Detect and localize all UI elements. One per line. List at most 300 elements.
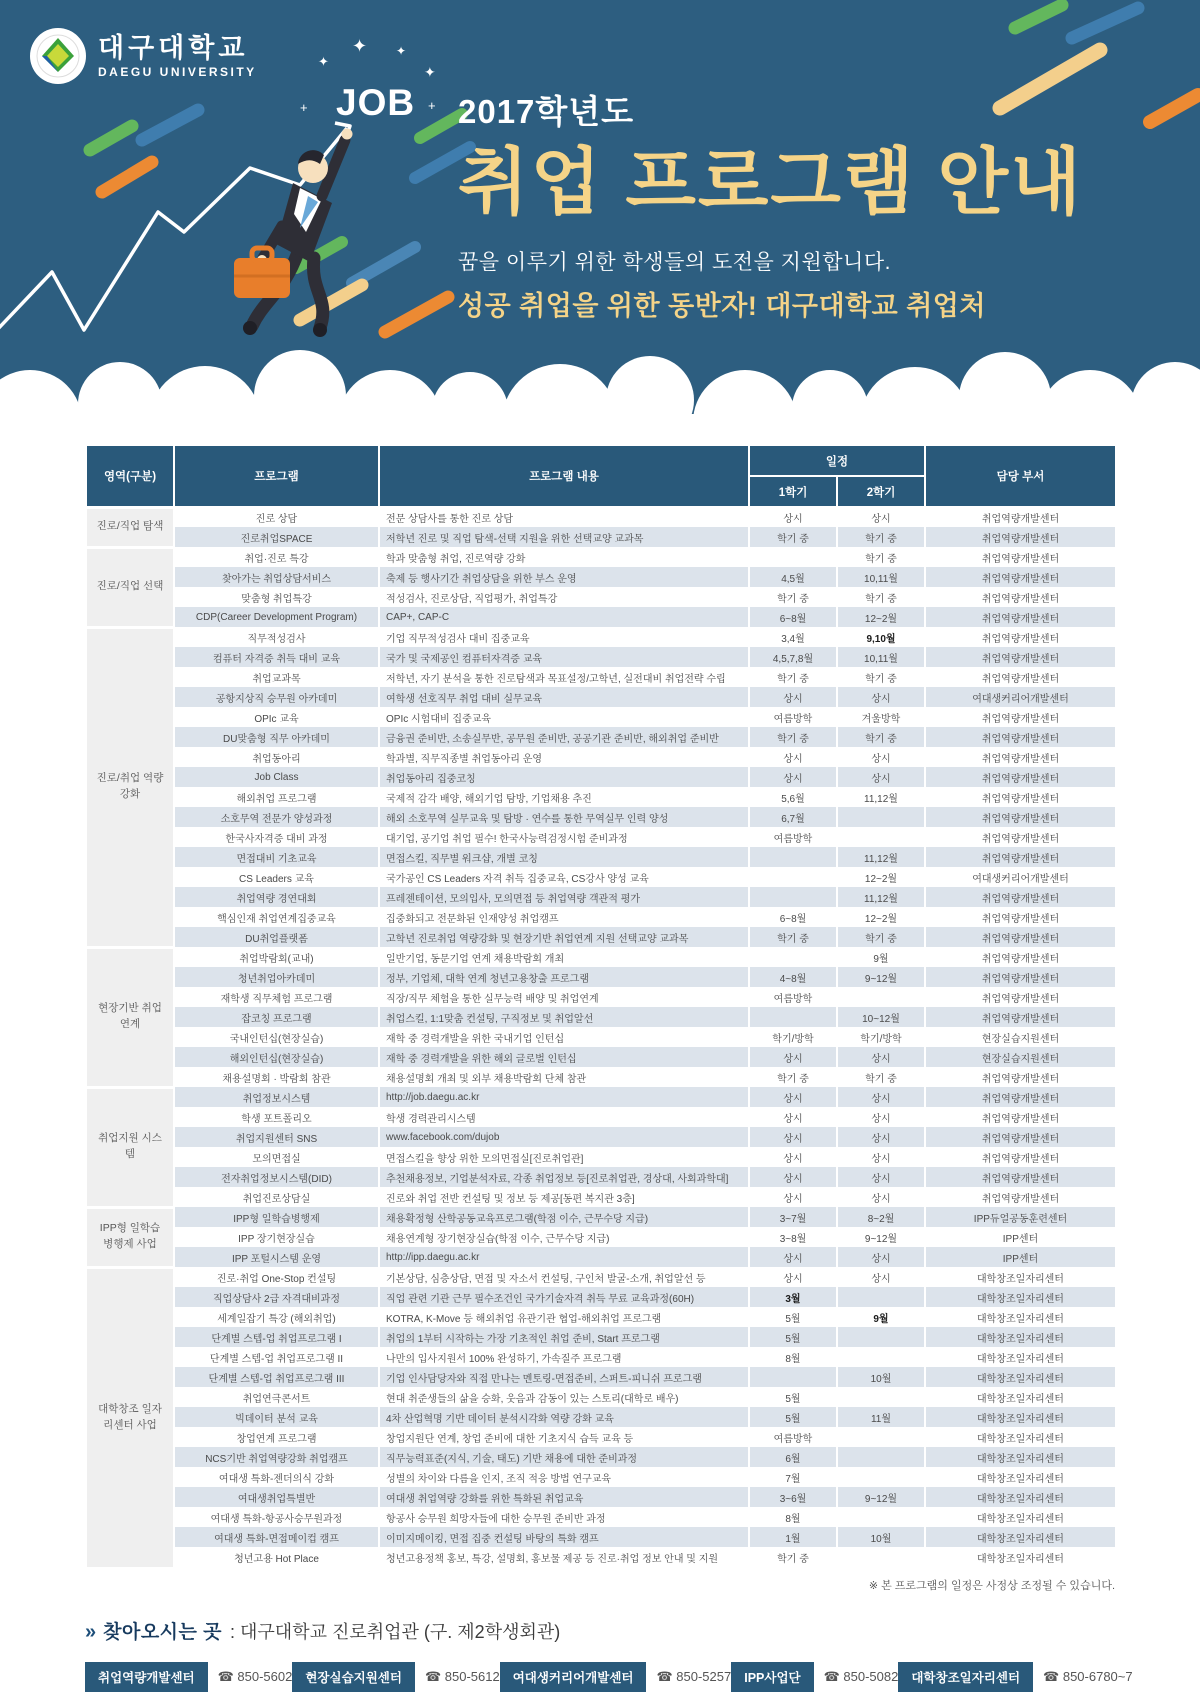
semester2-cell [837, 807, 925, 827]
semester1-cell: 상시 [749, 1087, 837, 1107]
semester2-cell: 학기 중 [837, 927, 925, 947]
table-row [86, 1147, 1116, 1167]
semester2-cell: 상시 [837, 1127, 925, 1147]
department-cell: 여대생커리어개발센터 [925, 687, 1116, 707]
semester2-cell: 9~12월 [837, 1487, 925, 1507]
sparkle-icon: + [428, 98, 436, 113]
department-cell: 취업역량개발센터 [925, 607, 1116, 627]
col-header-category: 영역(구분) [86, 445, 174, 507]
content-cell: 채용연계형 장기현장실습(학점 이수, 근무수당 지급) [379, 1227, 749, 1247]
semester1-cell: 6월 [749, 1447, 837, 1467]
semester2-cell [837, 1507, 925, 1527]
program-cell: CS Leaders 교육 [174, 867, 379, 887]
department-cell: 취업역량개발센터 [925, 547, 1116, 567]
program-cell: 국내인턴십(현장실습) [174, 1027, 379, 1047]
department-cell: IPP듀얼공동훈련센터 [925, 1207, 1116, 1227]
department-cell: 대학창조일자리센터 [925, 1387, 1116, 1407]
table-row [86, 1347, 1116, 1367]
semester1-cell: 6,7월 [749, 807, 837, 827]
semester1-cell: 상시 [749, 1107, 837, 1127]
program-cell: 세계일잡기 특강 (해외취업) [174, 1307, 379, 1327]
semester1-cell: 학기 중 [749, 1067, 837, 1087]
semester2-cell [837, 1387, 925, 1407]
content-cell: 축제 등 행사기간 취업상담을 위한 부스 운영 [379, 567, 749, 587]
content-cell: 기본상담, 심층상담, 면접 및 자소서 컨설팅, 구인처 발굴-소개, 취업알선 등 [379, 1267, 749, 1287]
content-cell: 취업의 1부터 시작하는 가장 기초적인 취업 준비, Start 프로그램 [379, 1327, 749, 1347]
program-cell: 청년취업아카데미 [174, 967, 379, 987]
department-cell: 취업역량개발센터 [925, 567, 1116, 587]
semester2-cell: 11,12월 [837, 887, 925, 907]
table-row [86, 687, 1116, 707]
department-cell: 대학창조일자리센터 [925, 1527, 1116, 1547]
tagline: 성공 취업을 위한 동반자! 대구대학교 취업처 [458, 290, 986, 321]
semester1-cell: 학기 중 [749, 587, 837, 607]
program-cell: 단계별 스텝-업 취업프로그램 I [174, 1327, 379, 1347]
department-cell: 대학창조일자리센터 [925, 1507, 1116, 1527]
content-cell: 채용설명회 개최 및 외부 채용박람회 단체 참관 [379, 1067, 749, 1087]
table-row [86, 967, 1116, 987]
department-cell: 취업역량개발센터 [925, 747, 1116, 767]
table-row [86, 807, 1116, 827]
program-cell: 모의면접실 [174, 1147, 379, 1167]
content-cell: 성별의 차이와 다름을 인지, 조직 적응 방법 연구교육 [379, 1467, 749, 1487]
department-cell: 대학창조일자리센터 [925, 1547, 1116, 1567]
semester1-cell: 학기 중 [749, 527, 837, 547]
semester1-cell: 학기 중 [749, 667, 837, 687]
content-cell: 정부, 기업체, 대학 연계 청년고용창출 프로그램 [379, 967, 749, 987]
contact-item [731, 1662, 898, 1692]
content-cell: 프레젠테이션, 모의입사, 모의면접 등 취업역량 객관적 평가 [379, 887, 749, 907]
semester2-cell: 상시 [837, 1247, 925, 1267]
table-row [86, 1107, 1116, 1127]
semester1-cell: 상시 [749, 1247, 837, 1267]
content-cell: 적성검사, 진로상담, 직업평가, 취업특강 [379, 587, 749, 607]
program-cell: 재학생 직무체험 프로그램 [174, 987, 379, 1007]
table-row [86, 987, 1116, 1007]
table-row [86, 1067, 1116, 1087]
semester1-cell: 상시 [749, 767, 837, 787]
department-cell: 취업역량개발센터 [925, 727, 1116, 747]
program-table [85, 444, 1117, 1567]
hero-banner [0, 0, 1200, 430]
program-cell: 여대생취업특별반 [174, 1487, 379, 1507]
sparkle-icon: ✦ [318, 54, 329, 69]
content-cell: OPIc 시험대비 집중교육 [379, 707, 749, 727]
department-badge: 현장실습지원센터 [292, 1662, 415, 1692]
table-row [86, 1467, 1116, 1487]
table-row [86, 1327, 1116, 1347]
program-cell: 면접대비 기초교육 [174, 847, 379, 867]
program-cell: 공항지상직 승무원 아카데미 [174, 687, 379, 707]
content-cell: 고학년 진로취업 역량강화 및 현장기반 취업연계 지원 선택교양 교과목 [379, 927, 749, 947]
program-cell: 직무적성검사 [174, 627, 379, 647]
category-cell: 진로/직업 탐색 [86, 507, 174, 547]
semester2-cell: 12~2월 [837, 867, 925, 887]
semester2-cell [837, 1347, 925, 1367]
table-row [86, 747, 1116, 767]
content-cell: 면접스킬을 향상 위한 모의면접실[진로취업관] [379, 1147, 749, 1167]
department-cell: 취업역량개발센터 [925, 1087, 1116, 1107]
semester2-cell [837, 1447, 925, 1467]
phone-number: ☎ 850-5082 [823, 1669, 899, 1684]
department-cell: 대학창조일자리센터 [925, 1467, 1116, 1487]
table-row [86, 587, 1116, 607]
department-cell: 취업역량개발센터 [925, 927, 1116, 947]
semester1-cell: 학기/방학 [749, 1027, 837, 1047]
program-cell: 취업정보시스템 [174, 1087, 379, 1107]
location-label: 찾아오시는 곳 [103, 1622, 223, 1643]
semester2-cell: 상시 [837, 1187, 925, 1207]
program-cell: 전자취업정보시스템(DID) [174, 1167, 379, 1187]
category-cell: 진로/직업 선택 [86, 547, 174, 627]
program-cell: DU취업플랫폼 [174, 927, 379, 947]
semester2-cell: 상시 [837, 1087, 925, 1107]
department-cell: 취업역량개발센터 [925, 987, 1116, 1007]
program-cell: CDP(Career Development Program) [174, 607, 379, 627]
content-cell: KOTRA, K-Move 등 해외취업 유관기관 협업-해외취업 프로그램 [379, 1307, 749, 1327]
semester1-cell: 3월 [749, 1287, 837, 1307]
table-row [86, 927, 1116, 947]
content-cell: 학과 맞춤형 취업, 진로역량 강화 [379, 547, 749, 567]
content-cell: 국가공인 CS Leaders 자격 취득 집중교육, CS강사 양성 교육 [379, 867, 749, 887]
table-row [86, 707, 1116, 727]
phone-number: ☎ 850-5257 [656, 1669, 732, 1684]
table-row [86, 1007, 1116, 1027]
department-cell: 취업역량개발센터 [925, 787, 1116, 807]
program-cell: 잡코칭 프로그램 [174, 1007, 379, 1027]
semester2-cell: 11,12월 [837, 847, 925, 867]
program-cell: 취업·진로 특강 [174, 547, 379, 567]
department-badge: 취업역량개발센터 [85, 1662, 208, 1692]
semester2-cell: 상시 [837, 1147, 925, 1167]
semester2-cell: 10월 [837, 1367, 925, 1387]
content-cell: 저학년, 자기 분석을 통한 진로탐색과 목표설정/고학년, 실전대비 취업전략 수립 [379, 667, 749, 687]
department-cell: 취업역량개발센터 [925, 807, 1116, 827]
department-cell: 취업역량개발센터 [925, 1147, 1116, 1167]
content-cell: 여대생 취업역량 강화를 위한 특화된 취업교육 [379, 1487, 749, 1507]
content-cell: 국가 및 국제공인 컴퓨터자격증 교육 [379, 647, 749, 667]
contact-list [85, 1662, 1133, 1692]
table-row [86, 607, 1116, 627]
semester2-cell: 상시 [837, 1047, 925, 1067]
table-row [86, 1087, 1116, 1107]
table-row [86, 1027, 1116, 1047]
footer [85, 1617, 1133, 1692]
semester2-cell: 학기 중 [837, 547, 925, 567]
content-cell: http://job.daegu.ac.kr [379, 1087, 749, 1107]
table-row [86, 947, 1116, 967]
semester1-cell: 3~6월 [749, 1487, 837, 1507]
department-badge: IPP사업단 [731, 1662, 813, 1692]
table-row [86, 1427, 1116, 1447]
program-cell: IPP형 일학습병행제 [174, 1207, 379, 1227]
table-row [86, 547, 1116, 567]
semester1-cell: 4~8월 [749, 967, 837, 987]
university-logo [30, 28, 257, 84]
semester1-cell: 상시 [749, 1147, 837, 1167]
semester1-cell [749, 847, 837, 867]
content-cell: 현대 취준생들의 삶을 승화, 웃음과 감동이 있는 스토리(대학로 배우) [379, 1387, 749, 1407]
program-cell: 여대생 특화-젠더의식 강화 [174, 1467, 379, 1487]
program-cell: Job Class [174, 767, 379, 787]
table-row [86, 627, 1116, 647]
department-cell: 대학창조일자리센터 [925, 1307, 1116, 1327]
semester2-cell: 상시 [837, 687, 925, 707]
semester2-cell: 11,12월 [837, 787, 925, 807]
semester1-cell [749, 547, 837, 567]
department-cell: 취업역량개발센터 [925, 947, 1116, 967]
category-cell: 취업지원 시스템 [86, 1087, 174, 1207]
department-cell: IPP센터 [925, 1247, 1116, 1267]
semester2-cell [837, 1547, 925, 1567]
content-cell: 직장/직무 체험을 통한 실무능력 배양 및 취업연계 [379, 987, 749, 1007]
department-cell: 대학창조일자리센터 [925, 1407, 1116, 1427]
category-cell: IPP형 일학습병행제 사업 [86, 1207, 174, 1267]
semester2-cell: 8~2월 [837, 1207, 925, 1227]
content-cell: 4차 산업혁명 기반 데이터 분석시각화 역량 강화 교육 [379, 1407, 749, 1427]
table-row [86, 1387, 1116, 1407]
department-cell: 여대생커리어개발센터 [925, 867, 1116, 887]
phone-number: ☎ 850-5612 [424, 1669, 500, 1684]
semester1-cell: 상시 [749, 507, 837, 527]
department-cell: 대학창조일자리센터 [925, 1427, 1116, 1447]
semester2-cell: 상시 [837, 507, 925, 527]
semester2-cell: 10,11월 [837, 567, 925, 587]
contact-item [85, 1662, 292, 1692]
semester2-cell: 학기 중 [837, 727, 925, 747]
content-cell: 취업동아리 집중코칭 [379, 767, 749, 787]
university-emblem-icon [30, 28, 86, 84]
department-cell: 취업역량개발센터 [925, 707, 1116, 727]
department-cell: 현장실습지원센터 [925, 1047, 1116, 1067]
contact-item [500, 1662, 732, 1692]
sparkle-icon: ✦ [396, 44, 407, 58]
table-row [86, 527, 1116, 547]
semester1-cell: 3,4월 [749, 627, 837, 647]
table-row [86, 1127, 1116, 1147]
program-cell: 핵심인재 취업연계집중교육 [174, 907, 379, 927]
table-row [86, 887, 1116, 907]
content-cell: www.facebook.com/dujob [379, 1127, 749, 1147]
content-cell: 금융권 준비반, 소송실무반, 공무원 준비반, 공공기관 준비반, 해외취업 준비반 [379, 727, 749, 747]
semester2-cell: 겨울방학 [837, 707, 925, 727]
semester1-cell: 여름방학 [749, 707, 837, 727]
program-cell: 여대생 특화-항공사승무원과정 [174, 1507, 379, 1527]
department-cell: 취업역량개발센터 [925, 507, 1116, 527]
content-cell: 항공사 승무원 희망자들에 대한 승무원 준비반 과정 [379, 1507, 749, 1527]
program-cell: 창업연계 프로그램 [174, 1427, 379, 1447]
col-header-semester2: 2학기 [837, 476, 925, 507]
program-cell: 찾아가는 취업상담서비스 [174, 567, 379, 587]
content-cell: 저학년 진로 및 직업 탐색-선택 지원을 위한 선택교양 교과목 [379, 527, 749, 547]
content-cell: 전문 상담사를 통한 진로 상담 [379, 507, 749, 527]
table-row [86, 507, 1116, 527]
department-cell: 대학창조일자리센터 [925, 1327, 1116, 1347]
table-row [86, 787, 1116, 807]
department-cell: 현장실습지원센터 [925, 1027, 1116, 1047]
table-row [86, 1227, 1116, 1247]
semester2-cell: 11월 [837, 1407, 925, 1427]
department-cell: 대학창조일자리센터 [925, 1287, 1116, 1307]
department-cell: 취업역량개발센터 [925, 527, 1116, 547]
table-row [86, 1287, 1116, 1307]
semester1-cell: 5월 [749, 1327, 837, 1347]
program-cell: 취업박람회(교내) [174, 947, 379, 967]
content-cell: 추천채용정보, 기업분석자료, 각종 취업정보 등[진로취업관, 경상대, 사회과학대] [379, 1167, 749, 1187]
program-cell: 진로·취업 One-Stop 컨설팅 [174, 1267, 379, 1287]
content-cell: CAP+, CAP-C [379, 607, 749, 627]
table-row [86, 1247, 1116, 1267]
department-cell: 취업역량개발센터 [925, 1107, 1116, 1127]
table-row [86, 1447, 1116, 1467]
table-row [86, 567, 1116, 587]
semester2-cell [837, 1287, 925, 1307]
program-cell: 취업역량 경연대회 [174, 887, 379, 907]
program-cell: 취업연극콘서트 [174, 1387, 379, 1407]
content-cell: 나만의 입사지원서 100% 완성하기, 가속질주 프로그램 [379, 1347, 749, 1367]
department-cell: 대학창조일자리센터 [925, 1367, 1116, 1387]
semester1-cell: 8월 [749, 1347, 837, 1367]
semester2-cell [837, 1427, 925, 1447]
content-cell: 진로와 취업 전반 컨설팅 및 정보 등 제공[동편 복지관 3층] [379, 1187, 749, 1207]
department-cell: 취업역량개발센터 [925, 767, 1116, 787]
semester1-cell: 상시 [749, 1267, 837, 1287]
content-cell: 재학 중 경력개발을 위한 해외 글로벌 인턴십 [379, 1047, 749, 1067]
program-cell: 한국사자격증 대비 과정 [174, 827, 379, 847]
semester1-cell: 4,5,7,8월 [749, 647, 837, 667]
semester2-cell [837, 827, 925, 847]
semester2-cell: 10,11월 [837, 647, 925, 667]
semester1-cell: 상시 [749, 1187, 837, 1207]
semester2-cell: 10~12월 [837, 1007, 925, 1027]
department-cell: 취업역량개발센터 [925, 1167, 1116, 1187]
semester1-cell: 학기 중 [749, 927, 837, 947]
department-cell: 취업역량개발센터 [925, 847, 1116, 867]
university-name-en: DAEGU UNIVERSITY [98, 64, 257, 79]
department-cell: 대학창조일자리센터 [925, 1487, 1116, 1507]
semester2-cell: 9월 [837, 1307, 925, 1327]
semester1-cell: 상시 [749, 747, 837, 767]
col-header-content: 프로그램 내용 [379, 445, 749, 507]
job-label: JOB [336, 82, 416, 123]
program-cell: 진로취업SPACE [174, 527, 379, 547]
department-cell: 대학창조일자리센터 [925, 1447, 1116, 1467]
department-cell: 취업역량개발센터 [925, 1127, 1116, 1147]
content-cell: 재학 중 경력개발을 위한 국내기업 인턴십 [379, 1027, 749, 1047]
col-header-schedule: 일정 [749, 445, 925, 476]
program-cell: 소호무역 전문가 양성과정 [174, 807, 379, 827]
program-cell: 진로 상담 [174, 507, 379, 527]
semester2-cell [837, 987, 925, 1007]
table-row [86, 1047, 1116, 1067]
university-name-ko: 대구대학교 [98, 32, 249, 63]
schedule-footnote: ※ 본 프로그램의 일정은 사정상 조정될 수 있습니다. [868, 1580, 1115, 1592]
program-cell: 해외인턴십(현장실습) [174, 1047, 379, 1067]
table-row [86, 827, 1116, 847]
content-cell: 기업 직무적성검사 대비 집중교육 [379, 627, 749, 647]
program-cell: 취업동아리 [174, 747, 379, 767]
program-cell: IPP 포털시스템 운영 [174, 1247, 379, 1267]
semester2-cell: 상시 [837, 1267, 925, 1287]
semester2-cell: 학기 중 [837, 667, 925, 687]
program-cell: 해외취업 프로그램 [174, 787, 379, 807]
content-cell: 학생 경력관리시스템 [379, 1107, 749, 1127]
department-cell: 대학창조일자리센터 [925, 1347, 1116, 1367]
table-row [86, 1507, 1116, 1527]
semester2-cell: 상시 [837, 747, 925, 767]
sparkle-icon: + [300, 100, 308, 115]
program-cell: 취업지원센터 SNS [174, 1127, 379, 1147]
semester1-cell [749, 867, 837, 887]
program-cell: 단계별 스텝-업 취업프로그램 II [174, 1347, 379, 1367]
category-cell: 대학창조 일자리센터 사업 [86, 1267, 174, 1567]
sparkle-icon: ✦ [352, 36, 368, 56]
table-row [86, 1407, 1116, 1427]
department-cell: 대학창조일자리센터 [925, 1267, 1116, 1287]
semester1-cell: 상시 [749, 1167, 837, 1187]
content-cell: 채용확정형 산학공동교육프로그램(학점 이수, 근무수당 지급) [379, 1207, 749, 1227]
content-cell: 청년고용정책 홍보, 특강, 설명회, 홍보물 제공 등 진로·취업 정보 안내 및 지원 [379, 1547, 749, 1567]
program-cell: OPIc 교육 [174, 707, 379, 727]
clouds-decoration [0, 322, 1200, 430]
semester1-cell: 4,5월 [749, 567, 837, 587]
content-cell: 직업 관련 기관 근무 필수조건인 국가기술자격 취득 무료 교육과정(60H) [379, 1287, 749, 1307]
semester1-cell: 3~8월 [749, 1227, 837, 1247]
table-row [86, 1367, 1116, 1387]
page-title: 취업 프로그램 안내 [458, 142, 1083, 223]
department-cell: 취업역량개발센터 [925, 1067, 1116, 1087]
semester1-cell [749, 1367, 837, 1387]
semester1-cell: 학기 중 [749, 727, 837, 747]
semester1-cell: 8월 [749, 1507, 837, 1527]
semester2-cell: 9,10월 [837, 627, 925, 647]
location-value: : 대구대학교 진로취업관 (구. 제2학생회관) [230, 1622, 561, 1642]
table-row [86, 1547, 1116, 1567]
subtitle: 꿈을 이루기 위한 학생들의 도전을 지원합니다. [458, 250, 891, 274]
semester1-cell [749, 947, 837, 967]
table-row [86, 907, 1116, 927]
content-cell: 창업지원단 연계, 창업 준비에 대한 기초지식 습득 교육 등 [379, 1427, 749, 1447]
semester1-cell: 6~8월 [749, 907, 837, 927]
semester2-cell: 학기 중 [837, 1067, 925, 1087]
table-row [86, 667, 1116, 687]
department-cell: IPP센터 [925, 1227, 1116, 1247]
semester1-cell: 여름방학 [749, 987, 837, 1007]
program-cell: 채용설명회 · 박람회 참관 [174, 1067, 379, 1087]
semester1-cell: 5월 [749, 1387, 837, 1407]
content-cell: 직무능력표준(지식, 기술, 태도) 기반 채용에 대한 준비과정 [379, 1447, 749, 1467]
table-row [86, 1527, 1116, 1547]
department-cell: 취업역량개발센터 [925, 1187, 1116, 1207]
program-cell: 직업상담사 2급 자격대비과정 [174, 1287, 379, 1307]
table-row [86, 847, 1116, 867]
col-header-semester1: 1학기 [749, 476, 837, 507]
semester2-cell [837, 1327, 925, 1347]
semester1-cell: 7월 [749, 1467, 837, 1487]
year-label: 2017학년도 [458, 93, 635, 130]
table-row [86, 867, 1116, 887]
department-badge: 대학창조일자리센터 [898, 1662, 1033, 1692]
semester2-cell: 9월 [837, 947, 925, 967]
semester1-cell: 여름방학 [749, 827, 837, 847]
semester2-cell: 상시 [837, 767, 925, 787]
phone-number: ☎ 850-6780~7 [1043, 1669, 1133, 1684]
contact-item [292, 1662, 499, 1692]
semester1-cell: 6~8월 [749, 607, 837, 627]
semester2-cell: 9~12월 [837, 967, 925, 987]
content-cell: 취업스킬, 1:1맞춤 컨설팅, 구직정보 및 취업알선 [379, 1007, 749, 1027]
content-cell: 여학생 선호직무 취업 대비 실무교육 [379, 687, 749, 707]
